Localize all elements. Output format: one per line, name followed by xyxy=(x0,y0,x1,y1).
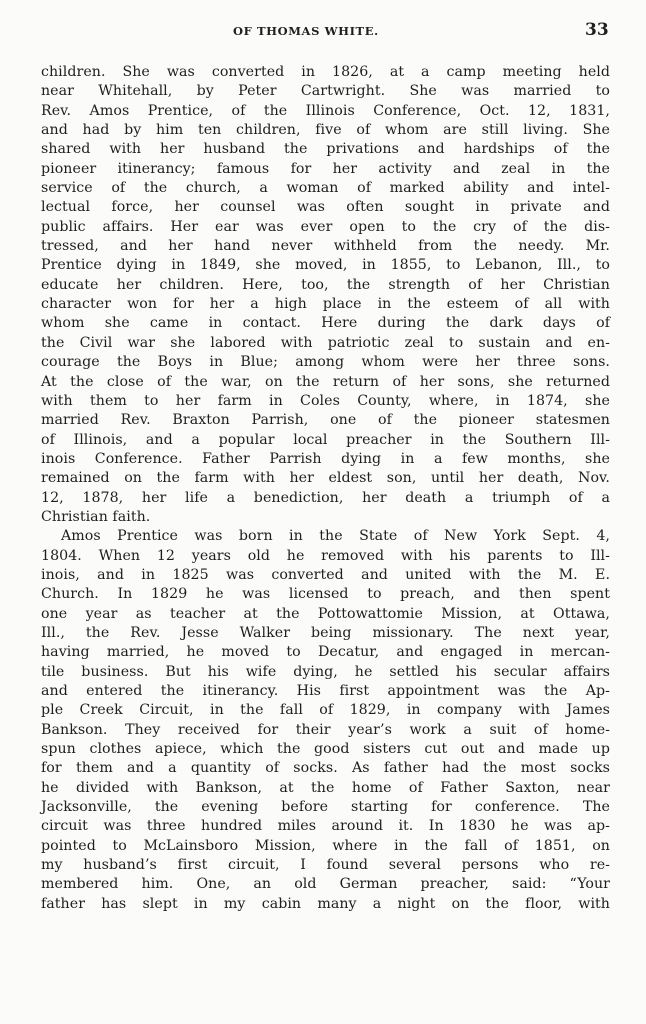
text-line: 12, 1878, her life a benediction, her death a triumph of a xyxy=(41,489,610,506)
text-line: Jacksonville, the evening before starting for conference. The xyxy=(41,799,610,816)
text-line: near Whitehall, by Peter Cartwright. She was married to xyxy=(41,83,610,100)
text-line: and entered the itinerancy. His first appointment was the Ap- xyxy=(41,683,610,699)
text-line: service of the church, a woman of marked ability and intel- xyxy=(41,180,610,197)
text-line: having married, he moved to Decatur, and engaged in mercan- xyxy=(41,644,610,661)
text-line: At the close of the war, on the return of her sons, she returned xyxy=(41,373,610,390)
text-line: tressed, and her hand never withheld from the needy. Mr. xyxy=(41,238,610,255)
text-line: inois, and in 1825 was converted and united with the M. E. xyxy=(41,566,610,583)
text-line: Church. In 1829 he was licensed to preach, and then spent xyxy=(41,586,610,603)
text-line: and had by him ten children, five of whom are still living. She xyxy=(41,122,610,139)
running-head xyxy=(0,20,646,42)
text-line: for them and a quantity of socks. As father had the most socks xyxy=(41,760,610,777)
text-line: tile business. But his wife dying, he settled his secular affairs xyxy=(41,663,610,680)
text-line: character won for her a high place in the esteem of all with xyxy=(41,296,610,313)
text-line: whom she came in contact. Here during the dark days of xyxy=(41,315,610,332)
text-line: of Illinois, and a popular local preacher in the Southern Ill- xyxy=(41,431,610,448)
text-line: courage the Boys in Blue; among whom were her three sons. xyxy=(41,354,610,371)
text-line: children. She was converted in 1826, at a camp meeting held xyxy=(41,64,610,80)
text-line: educate her children. Here, too, the strength of her Christian xyxy=(41,276,610,293)
text-line: ple Creek Circuit, in the fall of 1829, in company with James xyxy=(41,702,610,719)
text-line: Rev. Amos Prentice, of the Illinois Conference, Oct. 12, 1831, xyxy=(41,102,610,119)
body-text xyxy=(41,63,610,914)
text-line: pointed to McLainsboro Mission, where in the fall of 1851, on xyxy=(41,837,610,854)
text-line: public affairs. Her ear was ever open to the cry of the dis- xyxy=(41,218,610,235)
text-line: my husband’s first circuit, I found several persons who re- xyxy=(41,857,610,874)
text-line: father has slept in my cabin many a night on the floor, with xyxy=(41,895,610,912)
text-line: with them to her farm in Coles County, where, in 1874, she xyxy=(41,392,610,409)
text-line: shared with her husband the privations and hardships of the xyxy=(41,141,610,158)
text-line: spun clothes apiece, which the good sisters cut out and made up xyxy=(41,741,610,758)
text-line: the Civil war she labored with patriotic zeal to sustain and en- xyxy=(41,334,610,351)
paragraph-start-line: Amos Prentice was born in the State of New York Sept. 4, xyxy=(61,528,610,545)
text-line: Ill., the Rev. Jesse Walker being missionary. The next year, xyxy=(41,624,610,641)
text-line: lectual force, her counsel was often sought in private and xyxy=(41,199,610,216)
text-line: 1804. When 12 years old he removed with his parents to Ill- xyxy=(41,547,610,564)
running-title: OF THOMAS WHITE. xyxy=(233,24,379,38)
text-line: one year as teacher at the Pottowattomie Mission, at Ottawa, xyxy=(41,605,610,622)
text-line: Prentice dying in 1849, she moved, in 1855, to Lebanon, Ill., to xyxy=(41,257,610,274)
text-line: married Rev. Braxton Parrish, one of the pioneer statesmen xyxy=(41,412,610,429)
page-number: 33 xyxy=(585,20,609,40)
text-line: pioneer itinerancy; famous for her activity and zeal in the xyxy=(41,160,610,177)
text-line: circuit was three hundred miles around it. In 1830 he was ap- xyxy=(41,818,610,835)
text-line: Bankson. They received for their year’s work a suit of home- xyxy=(41,721,610,738)
paragraph-end-line: Christian faith. xyxy=(41,508,151,525)
text-line: inois Conference. Father Parrish dying in a few months, she xyxy=(41,450,610,467)
text-line: he divided with Bankson, at the home of Father Saxton, near xyxy=(41,779,610,796)
text-line: remained on the farm with her eldest son, until her death, Nov. xyxy=(41,470,610,487)
text-line: membered him. One, an old German preacher, said: “Your xyxy=(41,876,610,893)
